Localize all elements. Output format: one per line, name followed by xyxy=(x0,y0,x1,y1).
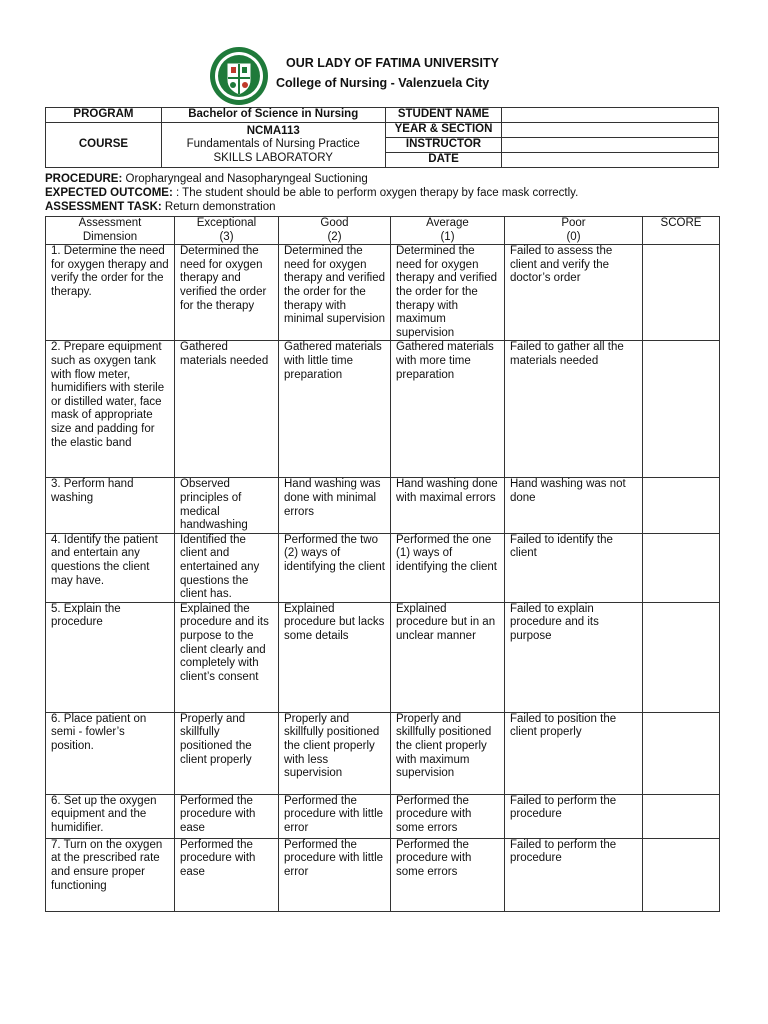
cell-poor: Failed to position the client properly xyxy=(505,712,643,794)
date-label: DATE xyxy=(385,153,502,168)
col-poor: Poor (0) xyxy=(505,217,643,245)
cell-score[interactable] xyxy=(643,838,720,911)
cell-score[interactable] xyxy=(643,533,720,602)
cell-score[interactable] xyxy=(643,794,720,838)
cell-criterion: 7. Turn on the oxygen at the prescribed rate and ensure proper functioning xyxy=(46,838,175,911)
course-lab: SKILLS LABORATORY xyxy=(213,151,333,164)
task-value: Return demonstration xyxy=(161,201,276,213)
col-exceptional: Exceptional (3) xyxy=(175,217,279,245)
table-row xyxy=(46,533,720,602)
student-name-field[interactable] xyxy=(502,108,719,123)
program-label: PROGRAM xyxy=(46,108,162,123)
cell-exceptional: Performed the procedure with ease xyxy=(175,838,279,911)
procedure-value: Oropharyngeal and Nasopharyngeal Suctioning xyxy=(122,173,368,185)
course-value xyxy=(161,123,385,168)
cell-score[interactable] xyxy=(643,245,720,341)
cell-poor: Failed to perform the procedure xyxy=(505,838,643,911)
cell-exceptional: Performed the procedure with ease xyxy=(175,794,279,838)
col-average: Average (1) xyxy=(391,217,505,245)
date-field[interactable] xyxy=(502,153,719,168)
cell-exceptional: Observed principles of medical handwashing xyxy=(175,478,279,533)
cell-good: Performed the procedure with little error xyxy=(279,794,391,838)
cell-good: Explained procedure but lacks some details xyxy=(279,602,391,712)
table-row xyxy=(46,341,720,478)
document-header xyxy=(0,46,768,106)
cell-good: Gathered materials with little time preparation xyxy=(279,341,391,478)
cell-exceptional: Determined the need for oxygen therapy and verified the order for the therapy xyxy=(175,245,279,341)
cell-average: Hand washing done with maximal errors xyxy=(391,478,505,533)
cell-poor: Failed to perform the procedure xyxy=(505,794,643,838)
college-name: College of Nursing - Valenzuela City xyxy=(276,76,490,90)
cell-exceptional: Explained the procedure and its purpose to the client clearly and completely with client’s consent xyxy=(175,602,279,712)
cell-average: Performed the procedure with some errors xyxy=(391,794,505,838)
cell-average: Gathered materials with more time preparation xyxy=(391,341,505,478)
program-value: Bachelor of Science in Nursing xyxy=(161,108,385,123)
outcome-value: : The student should be able to perform oxygen therapy by face mask correctly. xyxy=(172,187,579,199)
table-row xyxy=(46,245,720,341)
cell-average: Properly and skillfully positioned the client properly with maximum supervision xyxy=(391,712,505,794)
cell-criterion: 3. Perform hand washing xyxy=(46,478,175,533)
cell-average: Performed the procedure with some errors xyxy=(391,838,505,911)
student-name-label: STUDENT NAME xyxy=(385,108,502,123)
instructor-label: INSTRUCTOR xyxy=(385,138,502,153)
col-good: Good (2) xyxy=(279,217,391,245)
cell-criterion: 6. Place patient on semi - fowler’s position. xyxy=(46,712,175,794)
cell-criterion: 5. Explain the procedure xyxy=(46,602,175,712)
course-code: NCMA113 xyxy=(246,124,300,137)
cell-exceptional: Identified the client and entertained any questions the client has. xyxy=(175,533,279,602)
cell-score[interactable] xyxy=(643,478,720,533)
table-row xyxy=(46,838,720,911)
university-seal-icon xyxy=(206,46,272,106)
cell-poor: Hand washing was not done xyxy=(505,478,643,533)
cell-good: Determined the need for oxygen therapy and verified the order for the therapy with minimal supervision xyxy=(279,245,391,341)
table-row xyxy=(46,602,720,712)
cell-score[interactable] xyxy=(643,341,720,478)
cell-criterion: 2. Prepare equipment such as oxygen tank with flow meter, humidifiers with sterile or distilled water, face mask of appropriate size and padding for the elastic band xyxy=(46,341,175,478)
course-name: Fundamentals of Nursing Practice xyxy=(186,138,360,151)
procedure-info xyxy=(45,172,578,214)
cell-average: Performed the one (1) ways of identifying the client xyxy=(391,533,505,602)
col-assessment-dimension: Assessment Dimension xyxy=(46,217,175,245)
cell-poor: Failed to explain procedure and its purpose xyxy=(505,602,643,712)
outcome-label: EXPECTED OUTCOME: xyxy=(45,187,173,199)
table-row xyxy=(46,794,720,838)
col-score: SCORE xyxy=(643,217,720,245)
table-row xyxy=(46,478,720,533)
table-row xyxy=(46,712,720,794)
task-line xyxy=(45,200,578,214)
university-name: OUR LADY OF FATIMA UNIVERSITY xyxy=(286,56,499,70)
course-label: COURSE xyxy=(46,123,162,168)
year-section-field[interactable] xyxy=(502,123,719,138)
cell-poor: Failed to identify the client xyxy=(505,533,643,602)
cell-exceptional: Properly and skillfully positioned the client properly xyxy=(175,712,279,794)
cell-poor: Failed to gather all the materials needed xyxy=(505,341,643,478)
cell-exceptional: Gathered materials needed xyxy=(175,341,279,478)
instructor-field[interactable] xyxy=(502,138,719,153)
cell-good: Performed the two (2) ways of identifying the client xyxy=(279,533,391,602)
cell-score[interactable] xyxy=(643,602,720,712)
cell-criterion: 6. Set up the oxygen equipment and the humidifier. xyxy=(46,794,175,838)
cell-poor: Failed to assess the client and verify the doctor’s order xyxy=(505,245,643,341)
procedure-label: PROCEDURE: xyxy=(45,173,123,185)
procedure-line xyxy=(45,172,578,186)
cell-criterion: 4. Identify the patient and entertain any questions the client may have. xyxy=(46,533,175,602)
cell-good: Performed the procedure with little error xyxy=(279,838,391,911)
rubric-table xyxy=(45,216,720,912)
outcome-line xyxy=(45,186,578,200)
cell-good: Hand washing was done with minimal errors xyxy=(279,478,391,533)
cell-average: Explained procedure but in an unclear manner xyxy=(391,602,505,712)
cell-good: Properly and skillfully positioned the client properly with less supervision xyxy=(279,712,391,794)
cell-average: Determined the need for oxygen therapy and verified the order for the therapy with maximum supervision xyxy=(391,245,505,341)
cell-criterion: 1. Determine the need for oxygen therapy and verify the order for the therapy. xyxy=(46,245,175,341)
year-section-label: YEAR & SECTION xyxy=(385,123,502,138)
student-info-table xyxy=(45,107,719,168)
cell-score[interactable] xyxy=(643,712,720,794)
task-label: ASSESSMENT TASK: xyxy=(45,201,162,213)
